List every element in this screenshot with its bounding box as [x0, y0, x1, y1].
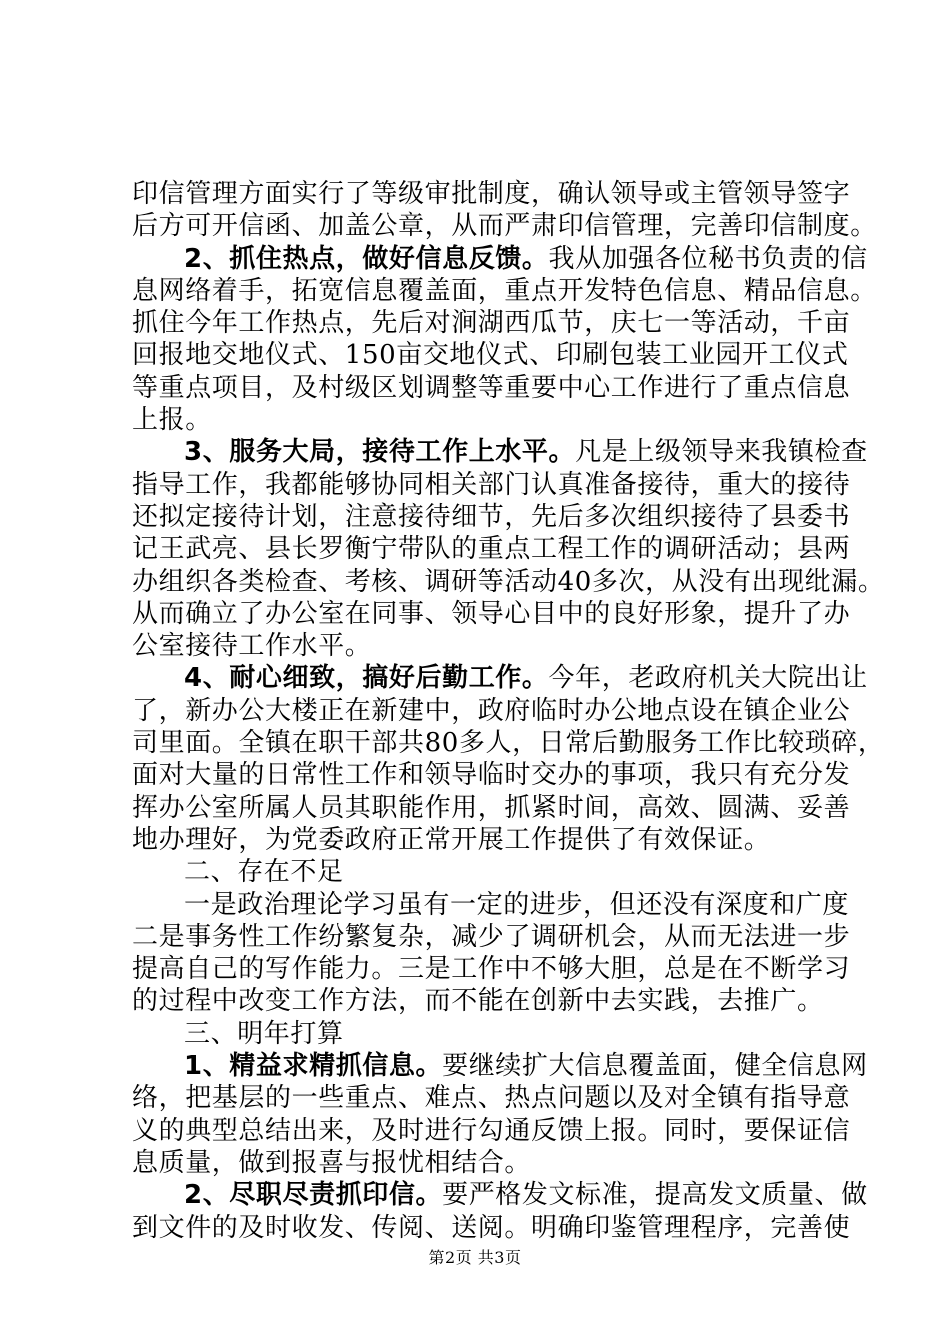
paragraph-heading: 2、抓住热点，做好信息反馈。: [184, 243, 549, 274]
paragraph-line: 地办理好，为党委政府正常开展工作提供了有效保证。: [132, 824, 771, 855]
paragraph-line: 提高自己的写作能力。三是工作中不够大胆，总是在不断学习: [132, 954, 851, 985]
paragraph-line: 二是事务性工作纷繁复杂，减少了调研机会，从而无法进一步: [132, 921, 851, 952]
paragraph-line: 办组织各类检查、考核、调研等活动40多次，从没有出现纰漏。: [132, 566, 885, 597]
paragraph-line: 还拟定接待计划，注意接待细节，先后多次组织接待了县委书: [132, 501, 851, 532]
paragraph-text: 我从加强各位秘书负责的信: [548, 243, 868, 274]
document-body: [132, 178, 885, 1244]
paragraph-line: 公室接待工作水平。: [132, 631, 372, 662]
paragraph-line: 后方可开信函、加盖公章，从而严肃印信管理，完善印信制度。: [132, 211, 877, 242]
paragraph-line: 指导工作，我都能够协同相关部门认真准备接待，重大的接待: [132, 469, 851, 500]
paragraph-line: 面对大量的日常性工作和领导临时交办的事项，我只有充分发: [132, 760, 851, 791]
paragraph-text: 一是政治理论学习虽有一定的进步，但还没有深度和广度: [184, 889, 850, 920]
paragraph-line: 抓住今年工作热点，先后对涧湖西瓜节，庆七一等活动，千亩: [132, 308, 851, 339]
paragraph-heading: 2、尽职尽责抓印信。: [184, 1180, 443, 1211]
paragraph-line: 记王武亮、县长罗衡宁带队的重点工程工作的调研活动；县两: [132, 534, 851, 565]
paragraph-line: 的过程中改变工作方法，而不能在创新中去实践，去推广。: [132, 986, 824, 1017]
paragraph-first-line: [132, 1050, 868, 1082]
paragraph-first-line: [132, 889, 850, 921]
paragraph-text: 凡是上级领导来我镇检查: [575, 437, 868, 468]
section-heading: 二、存在不足: [184, 857, 344, 888]
paragraph-first-line: [132, 243, 868, 275]
paragraph-text: 要继续扩大信息覆盖面，健全信息网: [442, 1051, 868, 1082]
paragraph-text: 今年，老政府机关大院出让: [548, 663, 868, 694]
paragraph-line: 印信管理方面实行了等级审批制度，确认领导或主管领导签字: [132, 179, 851, 209]
paragraph-first-line: [132, 662, 868, 694]
paragraph-line: 等重点项目，及村级区划调整等重要中心工作进行了重点信息: [132, 372, 851, 403]
paragraph-line: 上报。: [132, 405, 212, 436]
paragraph-line: 司里面。全镇在职干部共80多人，日常后勤服务工作比较琐碎，: [132, 728, 885, 759]
paragraph-line: 从而确立了办公室在同事、领导心目中的良好形象，提升了办: [132, 598, 851, 629]
paragraph-heading: 4、耐心细致，搞好后勤工作。: [184, 663, 549, 694]
paragraph-line: 回报地交地仪式、150亩交地仪式、印刷包装工业园开工仪式: [132, 340, 849, 371]
paragraph-line: 了，新办公大楼正在新建中，政府临时办公地点设在镇企业公: [132, 695, 851, 726]
paragraph-first-line: [132, 1179, 868, 1211]
paragraph-line: 挥办公室所属人员其职能作用，抓紧时间，高效、圆满、妥善: [132, 792, 851, 823]
paragraph-line: 义的典型总结出来，及时进行勾通反馈上报。同时，要保证信: [132, 1115, 851, 1146]
paragraph-heading: 3、服务大局，接待工作上水平。: [184, 437, 576, 468]
paragraph-line: 到文件的及时收发、传阅、送阅。明确印鉴管理程序，完善使: [132, 1212, 851, 1243]
paragraph-line: 息网络着手，拓宽信息覆盖面，重点开发特色信息、精品信息。: [132, 275, 877, 306]
section-heading: 三、明年打算: [184, 1018, 344, 1049]
paragraph-line: 络，把基层的一些重点、难点、热点问题以及对全镇有指导意: [132, 1083, 851, 1114]
paragraph-text: 要严格发文标准，提高发文质量、做: [442, 1180, 868, 1211]
paragraph-heading: 1、精益求精抓信息。: [184, 1051, 443, 1082]
paragraph-first-line: [132, 436, 868, 468]
paragraph-line: 息质量，做到报喜与报忧相结合。: [132, 1147, 532, 1178]
page-footer: 第2页 共3页: [428, 1248, 522, 1267]
